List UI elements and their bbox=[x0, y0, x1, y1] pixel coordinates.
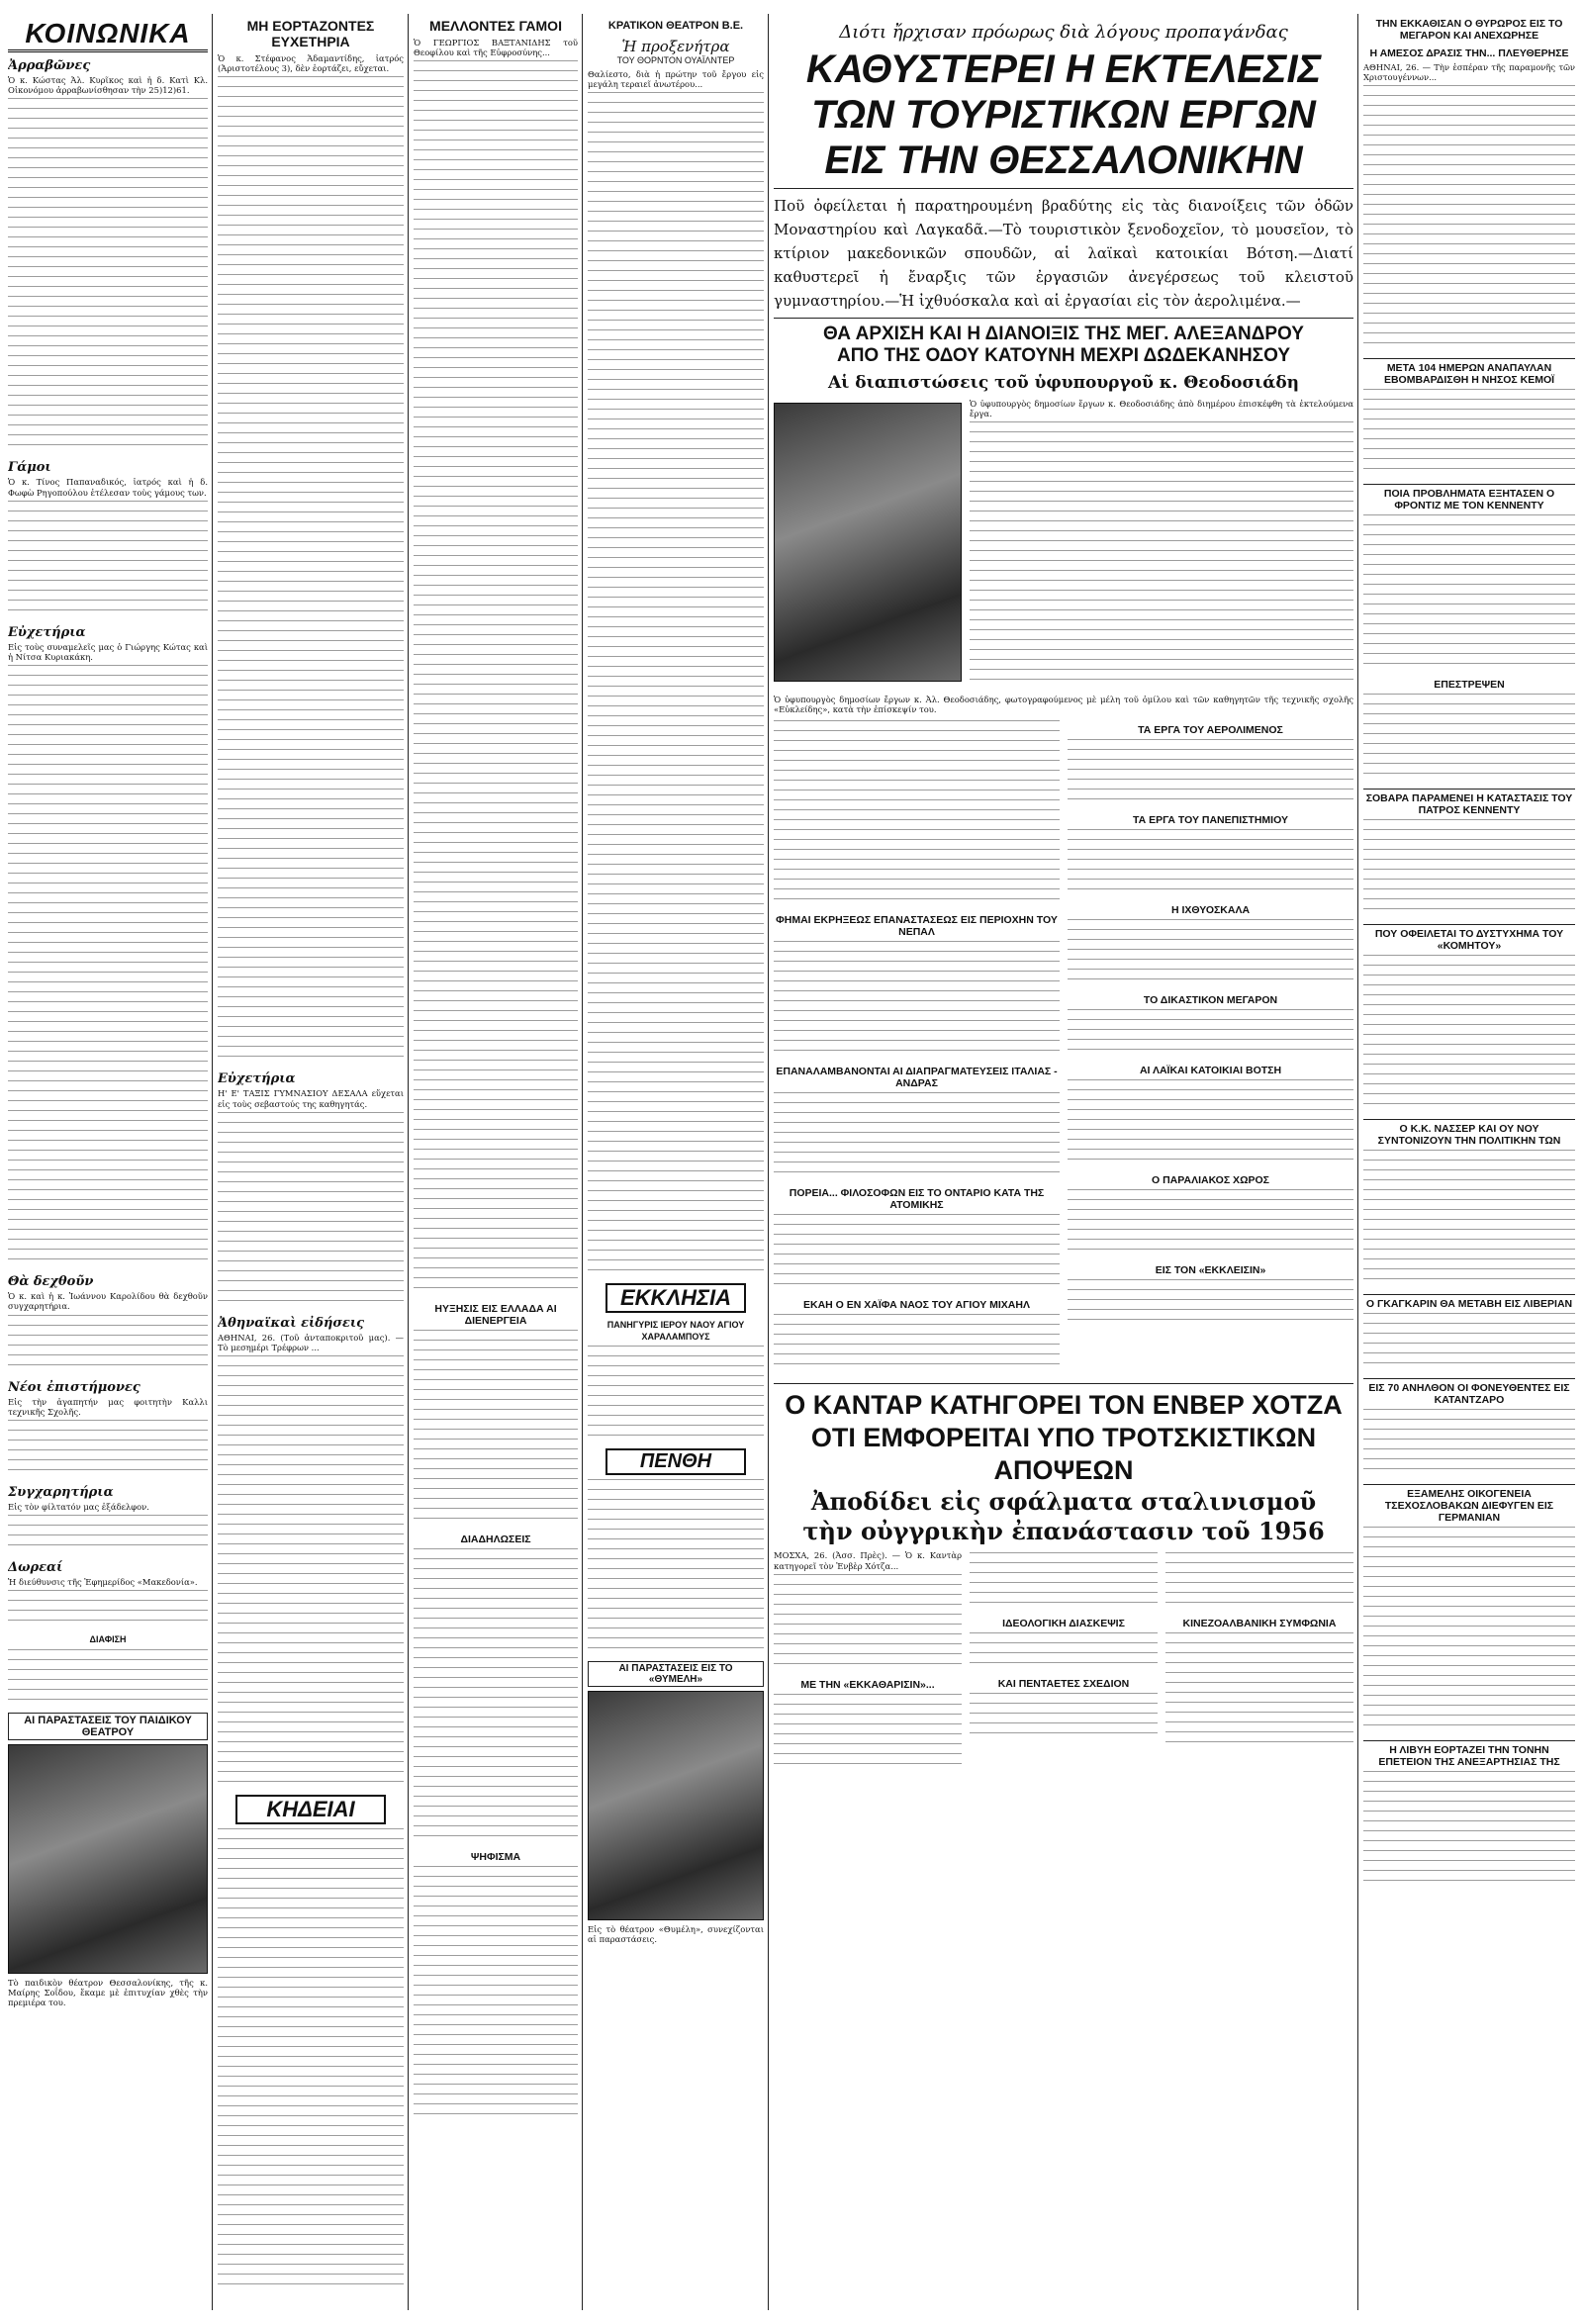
headline-line: ΤΩΝ ΤΟΥΡΙΣΤΙΚΩΝ ΕΡΓΩΝ bbox=[811, 93, 1316, 137]
section-title: Εὐχετήρια bbox=[8, 624, 86, 640]
text-lines bbox=[8, 665, 208, 1268]
text-lines bbox=[774, 1314, 1060, 1373]
name-days-column bbox=[218, 18, 404, 2313]
brief-headline: Ο Κ.Κ. ΝΑΣΣΕΡ ΚΑΙ ΟΥ ΝΟΥ ΣΥΝΤΟΝΙΖΟΥΝ ΤΗΝ ΠΟΛΙΤΙΚΗΝ ΤΩΝ bbox=[1363, 1119, 1575, 1147]
society-masthead: ΚΟΙΝΩΝΙΚΑ bbox=[8, 18, 208, 52]
brief-headline: Η ΑΜΕΣΟΣ ΔΡΑΣΙΣ ΤΗΝ... ΠΛΕΥΘΕΡΗΣΕ bbox=[1369, 47, 1569, 59]
main-headline bbox=[774, 46, 1353, 183]
section-title: Ἀρραβῶνες bbox=[8, 58, 91, 73]
text-lines bbox=[1165, 1552, 1353, 1612]
column-rule bbox=[582, 14, 583, 2310]
deputy-minister-photo bbox=[774, 403, 962, 682]
text-lines bbox=[1363, 514, 1575, 673]
text-lines bbox=[970, 421, 1353, 689]
text-lines bbox=[774, 1092, 1060, 1181]
text-lines bbox=[774, 1574, 962, 1673]
text-lines bbox=[218, 1355, 404, 1791]
kicker: Διότι ἤρχισαν πρόωρως διὰ λόγους προπαγάνδας bbox=[839, 22, 1288, 43]
bottom-col-1 bbox=[774, 1550, 962, 1776]
text-lines bbox=[1068, 829, 1353, 898]
text-lines bbox=[8, 1515, 208, 1554]
theatre-photo-caption: Τὸ παιδικὸν θέατρον Θεσσαλονίκης, τῆς κ. Μαίρης Σοΐδου, ἔκαμε μὲ ἐπιτυχίαν χθὲς τὴν πρεμιέρα του. bbox=[8, 1978, 208, 2008]
section-text: Ὁ κ. Κώστας Ἀλ. Κυρῖκος καὶ ἡ δ. Κατὶ Κλ. Οἰκονόμου ἀρραβωνίσθησαν τὴν 25)12)61. bbox=[8, 75, 208, 96]
section-text: Εἰς τοὺς συναμελεῖς μας ὁ Γιώργης Κώτας καὶ ἡ Νίτσα Κυριακάκη. bbox=[8, 641, 208, 663]
column-lead: Ὁ ΓΕΩΡΓΙΟΣ ΒΑΞΤΑΝΙΔΗΣ τοῦ Θεοφίλου καὶ τῆς Εὐφροσύνης... bbox=[414, 38, 578, 58]
text-lines bbox=[774, 720, 1060, 908]
text-lines bbox=[1363, 1150, 1575, 1288]
text-lines bbox=[1363, 1527, 1575, 1734]
bottom-headline bbox=[774, 1389, 1353, 1487]
section-text: Ὁ κ. καὶ ἡ κ. Ἰωάννου Καρολίδου θὰ δεχθοῦν συγχαρητήρια. bbox=[8, 1291, 208, 1312]
text-lines bbox=[8, 501, 208, 619]
thymeli-head: ΑΙ ΠΑΡΑΣΤΑΣΕΙΣ ΕΙΣ ΤΟ «ΘΥΜΕΛΗ» bbox=[588, 1661, 764, 1687]
text-lines bbox=[970, 1552, 1158, 1612]
column-rule bbox=[408, 14, 409, 2310]
brief-headline: ΕΠΑΝΑΛΑΜΒΑΝΟΝΤΑΙ ΑΙ ΔΙΑΠΡΑΓΜΑΤΕΥΣΕΙΣ ΙΤΑΛΙΑΣ - ΑΝΔΡΑΣ bbox=[776, 1066, 1058, 1090]
text-lines bbox=[8, 98, 208, 454]
text-lines bbox=[1068, 1009, 1353, 1059]
section-title: Εὐχετήρια bbox=[218, 1071, 296, 1087]
brief-headline: ΕΞΑΜΕΛΗΣ ΟΙΚΟΓΕΝΕΙΑ ΤΣΕΧΟΣΛΟΒΑΚΩΝ ΔΙΕΦΥΓΕΝ ΕΙΣ ΓΕΡΜΑΝΙΑΝ bbox=[1363, 1484, 1575, 1524]
sub-heading: ΜΕ ΤΗΝ «ΕΚΚΑΘΑΡΙΣΙΝ»... bbox=[800, 1678, 935, 1691]
text-lines bbox=[774, 941, 1060, 1060]
sub-heading: ΚΑΙ ΠΕΝΤΑΕΤΕΣ ΣΧΕΔΙΟΝ bbox=[997, 1678, 1130, 1691]
notice-box: ΔΙΑΦΙΣΗ bbox=[89, 1634, 127, 1645]
bottom-headline-line: ΟΤΙ ΕΜΦΟΡΕΙΤΑΙ ΥΠΟ ΤΡΟΤΣΚΙΣΤΙΚΩΝ ΑΠΟΨΕΩΝ bbox=[810, 1423, 1317, 1486]
story-lead: Ὁ ὑφυπουργὸς δημοσίων ἔργων κ. Θεοδοσιάδης ἀπὸ διημέρου ἐπισκέφθη τὰ ἐκτελούμενα ἔργα. bbox=[970, 399, 1353, 419]
brief-headline: ΕΚΑΗ Ο ΕΝ ΧΑΪΦΑ ΝΑΟΣ ΤΟΥ ΑΓΙΟΥ ΜΙΧΑΗΛ bbox=[803, 1299, 1030, 1312]
column-rule bbox=[1357, 14, 1358, 2310]
sub-heading: ΔΙΑΔΗΛΩΣΕΙΣ bbox=[460, 1534, 531, 1546]
brief-headline: Η ΛΙΒΥΗ ΕΟΡΤΑΖΕΙ ΤΗΝ ΤΟΝΗΝ ΕΠΕΤΕΙΟΝ ΤΗΣ ΑΝΕΞΑΡΤΗΣΙΑΣ ΤΗΣ bbox=[1363, 1740, 1575, 1768]
text-lines bbox=[774, 1694, 962, 1773]
text-lines bbox=[1068, 1079, 1353, 1168]
church-sub-heading: ΠΑΝΗΓΥΡΙΣ ΙΕΡΟΥ ΝΑΟΥ ΑΓΙΟΥ ΧΑΡΑΛΑΜΠΟΥΣ bbox=[606, 1320, 745, 1343]
thymeli-caption: Εἰς τὸ θέατρον «Θυμέλη», συνεχίζονται αἱ παραστάσεις. bbox=[588, 1924, 764, 1945]
text-lines bbox=[8, 1315, 208, 1374]
section-title: Νέοι ἐπιστήμονες bbox=[8, 1379, 140, 1395]
sub-heading: Η ΙΧΘΥΟΣΚΑΛΑ bbox=[1170, 904, 1251, 917]
text-lines bbox=[588, 1479, 764, 1657]
text-lines bbox=[774, 1214, 1060, 1293]
bottom-deck: τὴν οὐγγρικὴν ἐπανάστασιν τοῦ 1956 bbox=[802, 1517, 1325, 1546]
main-deck: Ποῦ ὀφείλεται ἡ παρατηρουμένη βραδύτης εἰς τὰς διανοίξεις τῶν ὁδῶν Μοναστηρίου καὶ Λαγκαδᾶ.—Τὸ τουριστικὸν ξενοδοχεῖον, τὸ μουσεῖον, τὸ κτίριον μακεδονικῶν σπουδῶν, αἱ λαϊκαὶ κατοικίαι Βότση.—Διατί καθυστερεῖ ἡ ἔναρξις τῶν ἐργασιῶν ἀνεγέρσεως τοῦ κλειστοῦ γυμναστηρίου.—Ἡ ἰχθυόσκαλα καὶ αἱ ἐργασίαι εἰς τὸν ἀερολιμένα.— bbox=[774, 197, 1353, 310]
sub-heading: ΨΗΦΙΣΜΑ bbox=[470, 1851, 521, 1864]
sub-deck: Αἱ διαπιστώσεις τοῦ ὑφυπουργοῦ κ. Θεοδοσιάδη bbox=[827, 373, 1300, 393]
text-lines bbox=[8, 1590, 208, 1629]
brief-headline: ΠΟΥ ΟΦΕΙΛΕΤΑΙ ΤΟ ΔΥΣΤΥΧΗΜΑ ΤΟΥ «ΚΟΜΗΤΟΥ» bbox=[1363, 924, 1575, 952]
column-rule bbox=[212, 14, 213, 2310]
sub-headline-line: ΘΑ ΑΡΧΙΣΗ ΚΑΙ Η ΔΙΑΝΟΙΞΙΣ ΤΗΣ ΜΕΓ. ΑΛΕΞΑΝΔΡΟΥ bbox=[823, 324, 1304, 344]
text-lines bbox=[1363, 819, 1575, 918]
section-text: Ὁ κ. Τίνος Παπαναδικός, ἰατρός καὶ ἡ δ. Φωφὼ Ρηγοπούλου ἐτέλεσαν τοὺς γάμους των. bbox=[8, 477, 208, 498]
bottom-story bbox=[774, 1550, 1353, 1776]
section-text: ΑΘΗΝΑΙ, 26. (Τοῦ ἀνταποκριτοῦ μας). — Τὸ μεσημέρι Τρέφρων ... bbox=[218, 1332, 404, 1353]
brief-headline: ΠΟΙΑ ΠΡΟΒΛΗΜΑΤΑ ΕΞΗΤΑΣΕΝ Ο ΦΡΟΝΤΙΖ ΜΕ ΤΟΝ ΚΕΝΝΕΝΤΥ bbox=[1363, 484, 1575, 511]
section-title: Συγχαρητήρια bbox=[8, 1485, 114, 1501]
text-lines bbox=[588, 92, 764, 1279]
story-col-b bbox=[970, 399, 1353, 693]
section-title: Θὰ δεχθοῦν bbox=[8, 1274, 94, 1290]
text-lines bbox=[1363, 955, 1575, 1113]
text-lines bbox=[1363, 1409, 1575, 1478]
sub-heading: ΑΙ ΛΑΪΚΑΙ ΚΑΤΟΙΚΙΑΙ ΒΟΤΣΗ bbox=[1139, 1065, 1282, 1077]
text-lines bbox=[414, 1548, 578, 1845]
column-rule bbox=[768, 14, 769, 2310]
section-text: Εἰς τὸν φίλτατόν μας ἐξάδελφον. bbox=[8, 1502, 149, 1513]
column-heading: ΚΡΑΤΙΚΟΝ ΘΕΑΤΡΟΝ Β.Ε. bbox=[607, 20, 744, 32]
photo-caption: Ὁ ὑφυπουργὸς δημοσίων ἔργων κ. Ἀλ. Θεοδοσιάδης, φωτογραφούμενος μὲ μέλη τοῦ ὁμίλου καὶ τῶν καθηγητῶν τῆς τεχνικῆς σχολῆς «Εὐκλείδης», κατὰ τὴν ἐπίσκεψίν του. bbox=[774, 695, 1353, 715]
divider bbox=[774, 318, 1353, 319]
mourning-logo: ΠΕΝΘΗ bbox=[605, 1448, 746, 1475]
text-lines bbox=[414, 1330, 578, 1528]
story-body bbox=[774, 399, 1353, 693]
thymeli-photo bbox=[588, 1691, 764, 1920]
weddings-column bbox=[414, 18, 578, 2313]
brief-headline: ΕΙΣ 70 ΑΝΗΛΘΟΝ ΟΙ ΦΟΝΕΥΘΕΝΤΕΣ ΕΙΣ ΚΑΤΑΝΤΖΑΡΟ bbox=[1363, 1378, 1575, 1406]
text-lines bbox=[970, 1693, 1158, 1742]
brief-headline: ΠΟΡΕΙΑ... ΦΙΛΟΣΟΦΩΝ ΕΙΣ ΤΟ ΟΝΤΑΡΙΟ ΚΑΤΑ ΤΗΣ ΑΤΟΜΙΚΗΣ bbox=[789, 1187, 1045, 1212]
brief-headline: ΣΟΒΑΡΑ ΠΑΡΑΜΕΝΕΙ Η ΚΑΤΑΣΤΑΣΙΣ ΤΟΥ ΠΑΤΡΟΣ ΚΕΝΝΕΝΤΥ bbox=[1363, 789, 1575, 816]
theatre-photo-head: ΑΙ ΠΑΡΑΣΤΑΣΕΙΣ ΤΟΥ ΠΑΙΔΙΚΟΥ ΘΕΑΤΡΟΥ bbox=[8, 1713, 208, 1740]
bottom-lead: ΜΟΣΧΑ, 26. (Ἀσσ. Πρὲς). — Ὁ κ. Καντὰρ κατηγορεῖ τὸν Ἐνβὲρ Χότζα... bbox=[774, 1550, 962, 1571]
column-heading: ΜΗ ΕΟΡΤΑΖΟΝΤΕΣ ΕΥΧΕΤΗΡΙΑ bbox=[246, 18, 375, 49]
text-lines bbox=[218, 76, 404, 1066]
funerals-logo: ΚΗΔΕΙΑΙ bbox=[235, 1795, 386, 1824]
text-lines bbox=[1068, 1279, 1353, 1329]
text-lines bbox=[588, 1346, 764, 1444]
text-lines bbox=[1363, 85, 1575, 352]
column-lead: Ὁ κ. Στέφανος Ἀδαμαντίδης, ἰατρός (Ἀριστοτέλους 3), δὲν ἑορτάζει, εὔχεται. bbox=[218, 53, 404, 74]
text-lines bbox=[1068, 919, 1353, 988]
headline-line: ΕΙΣ ΤΗΝ ΘΕΣΣΑΛΟΝΙΚΗΝ bbox=[824, 139, 1303, 182]
brief-headline: ΤΗΝ ΕΚΚΑΘΙΣΑΝ Ο ΘΥΡΩΡΟΣ ΕΙΣ ΤΟ ΜΕΓΑΡΟΝ ΚΑΙ ΑΝΕΧΩΡΗΣΕ bbox=[1375, 18, 1563, 42]
sub-heading: ΤΑ ΕΡΓΑ ΤΟΥ ΑΕΡΟΛΙΜΕΝΟΣ bbox=[1138, 724, 1283, 737]
text-lines bbox=[8, 1420, 208, 1479]
section-text: Η' Ε' ΤΑΞΙΣ ΓΥΜΝΑΣΙΟΥ ΔΕΣΑΛΑ εὔχεται εἰς τοὺς σεβαστούς της καθηγητάς. bbox=[218, 1088, 404, 1109]
text-lines bbox=[1068, 1189, 1353, 1258]
text-lines bbox=[218, 1828, 404, 2293]
brief-headline: ΦΗΜΑΙ ΕΚΡΗΞΕΩΣ ΕΠΑΝΑΣΤΑΣΕΩΣ ΕΙΣ ΠΕΡΙΟΧΗΝ ΤΟΥ ΝΕΠΑΛ bbox=[776, 914, 1058, 939]
brief-headline: ΜΕΤΑ 104 ΗΜΕΡΩΝ ΑΝΑΠΑΥΛΑΝ ΕΒΟΜΒΑΡΔΙΣΘΗ Η ΝΗΣΟΣ ΚΕΜΟΪ bbox=[1363, 358, 1575, 386]
bottom-deck: Ἀποδίδει εἰς σφάλματα σταλινισμοῦ bbox=[810, 1487, 1317, 1517]
column-lead: Θαλίεστο, διὰ ἡ πρώτην τοῦ ἔργου εἰς μεγάλη τεραιεῖ ἀνωτέρου... bbox=[588, 69, 764, 90]
text-lines bbox=[414, 1866, 578, 2123]
text-lines bbox=[1165, 1632, 1353, 1751]
main-story bbox=[774, 18, 1353, 2313]
sub-headline bbox=[774, 324, 1353, 367]
brief-headline: Ο ΓΚΑΓΚΑΡΙΝ ΘΑ ΜΕΤΑΒΗ ΕΙΣ ΛΙΒΕΡΙΑΝ bbox=[1363, 1294, 1575, 1310]
text-lines bbox=[414, 60, 578, 1297]
theatre-column bbox=[588, 18, 764, 2313]
text-lines bbox=[1068, 739, 1353, 808]
divider bbox=[774, 188, 1353, 189]
bottom-col-2 bbox=[970, 1550, 1158, 1776]
text-lines bbox=[1363, 389, 1575, 478]
section-title: Γάμοι bbox=[8, 460, 51, 476]
story-col-2 bbox=[1068, 718, 1353, 1377]
headline-line: ΚΑΘΥΣΤΕΡΕΙ Η ΕΚΤΕΛΕΣΙΣ bbox=[805, 47, 1322, 91]
sub-heading: ΙΔΕΟΛΟΓΙΚΗ ΔΙΑΣΚΕΨΙΣ bbox=[1002, 1618, 1125, 1630]
text-lines bbox=[1363, 694, 1575, 783]
divider bbox=[774, 1383, 1353, 1384]
sub-heading: ΕΙΣ ΤΟΝ «ΕΚΚΛΕΙΣΙΝ» bbox=[1155, 1264, 1266, 1277]
text-lines bbox=[218, 1112, 404, 1310]
sub-heading: ΤΟ ΔΙΚΑΣΤΙΚΟΝ ΜΕΓΑΡΟΝ bbox=[1143, 994, 1278, 1007]
story-col-1 bbox=[774, 718, 1060, 1377]
church-logo: ΕΚΚΛΗΣΙΑ bbox=[605, 1283, 746, 1313]
sub-heading: ΗΥΞΗΣΙΣ ΕΙΣ ΕΛΛΑΔΑ ΑΙ ΔΙΕΝΕΡΓΕΙΑ bbox=[434, 1303, 557, 1328]
section-title: Ἀθηναϊκαὶ εἰδήσεις bbox=[218, 1315, 365, 1331]
sub-heading: Ο ΠΑΡΑΛΙΑΚΟΣ ΧΩΡΟΣ bbox=[1152, 1174, 1269, 1187]
sub-heading: ΚΙΝΕΖΟΑΛΒΑΝΙΚΗ ΣΥΜΦΩΝΙΑ bbox=[1182, 1618, 1337, 1630]
brief-headline: ΕΠΕΣΤΡΕΨΕΝ bbox=[1434, 679, 1505, 692]
play-author: ΤΟΥ ΘΟΡΝΤΟΝ ΟΥΑΪΛΝΤΕΡ bbox=[616, 55, 735, 65]
story-body-lower bbox=[774, 718, 1353, 1377]
bottom-col-3 bbox=[1165, 1550, 1353, 1776]
society-column bbox=[8, 18, 208, 2313]
text-lines bbox=[8, 1649, 208, 1709]
sub-heading: ΤΑ ΕΡΓΑ ΤΟΥ ΠΑΝΕΠΙΣΤΗΜΙΟΥ bbox=[1133, 814, 1288, 827]
news-briefs-column bbox=[1363, 18, 1575, 2313]
text-lines bbox=[1363, 1313, 1575, 1372]
theatre-photo bbox=[8, 1744, 208, 1974]
section-title: Δωρεαί bbox=[8, 1560, 63, 1576]
brief-lead: ΑΘΗΝΑΙ, 26. — Τὴν ἑσπέραν τῆς παραμονῆς τῶν Χριστουγέννων... bbox=[1363, 62, 1575, 83]
text-lines bbox=[1363, 1771, 1575, 1890]
play-title: Ἡ προξενήτρα bbox=[621, 38, 730, 55]
section-text: Εἰς τὴν ἀγαπητήν μας φοιτητὴν Καλλι τεχνικῆς Σχολῆς. bbox=[8, 1396, 208, 1417]
story-col-a bbox=[774, 399, 962, 693]
text-lines bbox=[970, 1632, 1158, 1672]
section-text: Ἡ διεύθυνσις τῆς Ἐφημερίδος «Μακεδονία». bbox=[8, 1577, 198, 1588]
column-heading: ΜΕΛΛΟΝΤΕΣ ΓΑΜΟΙ bbox=[429, 18, 562, 34]
bottom-headline-line: Ο ΚΑΝΤΑΡ ΚΑΤΗΓΟΡΕΙ ΤΟΝ ΕΝΒΕΡ ΧΟΤΖΑ bbox=[785, 1390, 1343, 1421]
sub-headline-line: ΑΠΟ ΤΗΣ ΟΔΟΥ ΚΑΤΟΥΝΗ ΜΕΧΡΙ ΔΩΔΕΚΑΝΗΣΟΥ bbox=[836, 345, 1291, 366]
